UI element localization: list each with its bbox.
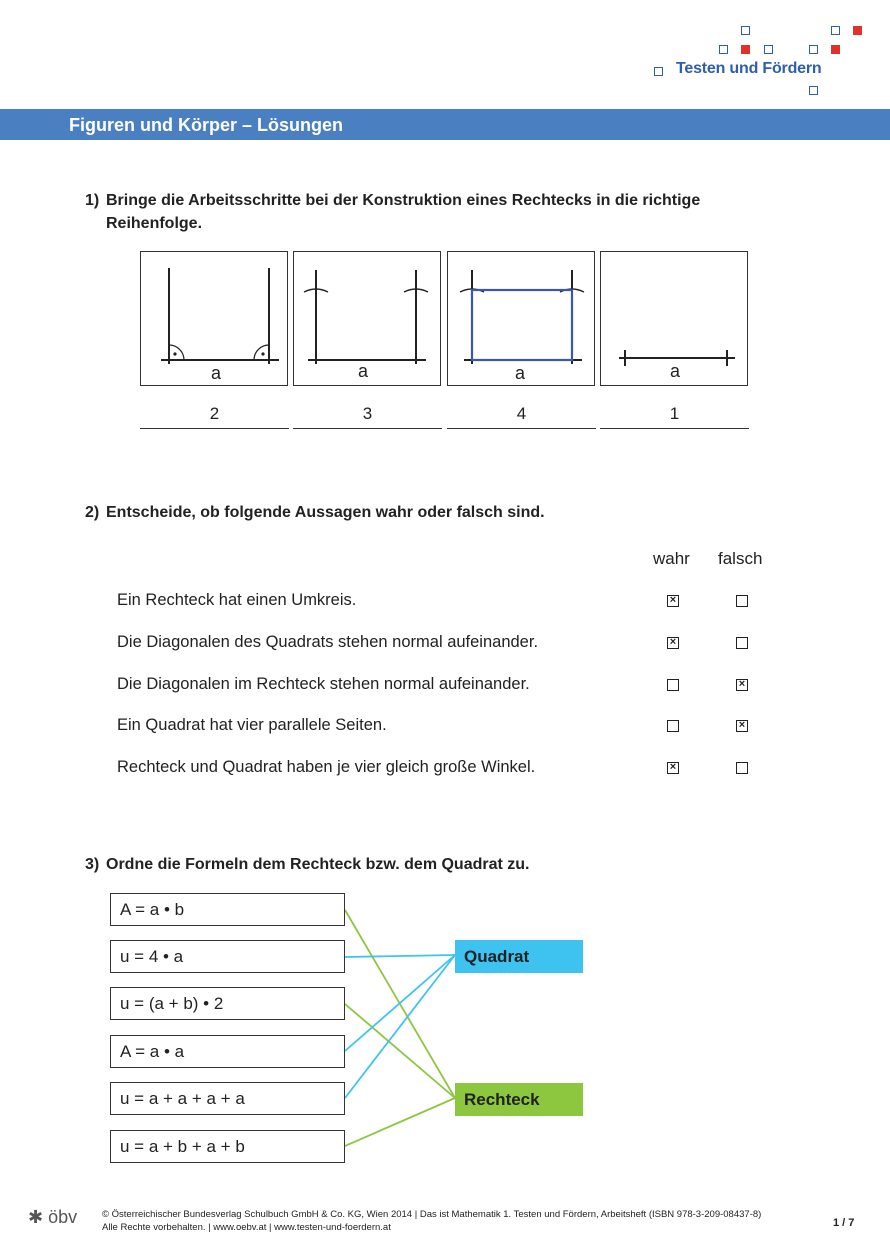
statement-text: Rechteck und Quadrat haben je vier gleich große Winkel. xyxy=(117,758,536,776)
task1-text-line1: Bringe die Arbeitsschritte bei der Konstruktion eines Rechtecks in die richtige xyxy=(106,192,701,209)
statement-text: Die Diagonalen des Quadrats stehen normal aufeinander. xyxy=(117,633,539,651)
checkbox-true-checked[interactable]: × xyxy=(667,595,679,607)
publisher-logo-text: öbv xyxy=(48,1207,78,1227)
statement-text: Ein Quadrat hat vier parallele Seiten. xyxy=(117,716,387,734)
side-label-a: a xyxy=(670,361,681,381)
publisher-logo xyxy=(28,1207,77,1228)
side-label-a: a xyxy=(358,361,369,381)
checkbox-true-checked[interactable]: × xyxy=(667,637,679,649)
page-number: 1 / 7 xyxy=(833,1217,855,1229)
task1-number: 1) xyxy=(85,192,100,209)
brand-name: Testen und Fördern xyxy=(676,60,822,77)
formula-box[interactable]: u = 4 • a xyxy=(110,940,345,973)
order-answer: 1 xyxy=(669,404,680,423)
footer-line1: © Österreichischer Bundesverlag Schulbuch GmbH & Co. KG, Wien 2014 | Das ist Mathematik 1. Testen und Fördern, Arbeitsheft (ISBN 978-3-209-08437-8) xyxy=(102,1209,762,1220)
column-header-false: falsch xyxy=(718,549,763,568)
formula-box[interactable]: u = a + b + a + b xyxy=(110,1130,345,1163)
side-label-a: a xyxy=(211,363,222,383)
statement-text: Ein Rechteck hat einen Umkreis. xyxy=(117,591,357,609)
order-answer: 4 xyxy=(516,404,527,423)
footer-line2: Alle Rechte vorbehalten. | www.oebv.at | www.testen-und-foerdern.at xyxy=(102,1222,391,1233)
task2-number: 2) xyxy=(85,504,100,521)
formula-box[interactable]: A = a • a xyxy=(110,1035,345,1068)
formula-box[interactable]: u = a + a + a + a xyxy=(110,1082,345,1115)
footer-copyright xyxy=(102,1208,761,1234)
task3-text: Ordne die Formeln dem Rechteck bzw. dem Quadrat zu. xyxy=(106,856,530,873)
side-label-a: a xyxy=(515,363,526,383)
checkbox-true-checked[interactable]: × xyxy=(667,762,679,774)
checkbox-false-checked[interactable]: × xyxy=(736,679,748,691)
order-answer: 2 xyxy=(209,404,220,423)
page-title: Figuren und Körper – Lösungen xyxy=(69,115,343,135)
task3-number: 3) xyxy=(85,856,100,873)
task1-text-line2: Reihenfolge. xyxy=(106,215,203,232)
formula-box[interactable]: u = (a + b) • 2 xyxy=(110,987,345,1020)
target-rechteck[interactable]: Rechteck xyxy=(455,1083,583,1116)
asterisk-icon: ✱ xyxy=(28,1207,44,1227)
order-answer: 3 xyxy=(362,404,373,423)
target-quadrat[interactable]: Quadrat xyxy=(455,940,583,973)
statement-text: Die Diagonalen im Rechteck stehen normal aufeinander. xyxy=(117,675,530,693)
formula-box[interactable]: A = a • b xyxy=(110,893,345,926)
checkbox-false-checked[interactable]: × xyxy=(736,720,748,732)
column-header-true: wahr xyxy=(653,549,690,568)
task2-text: Entscheide, ob folgende Aussagen wahr oder falsch sind. xyxy=(106,504,545,521)
